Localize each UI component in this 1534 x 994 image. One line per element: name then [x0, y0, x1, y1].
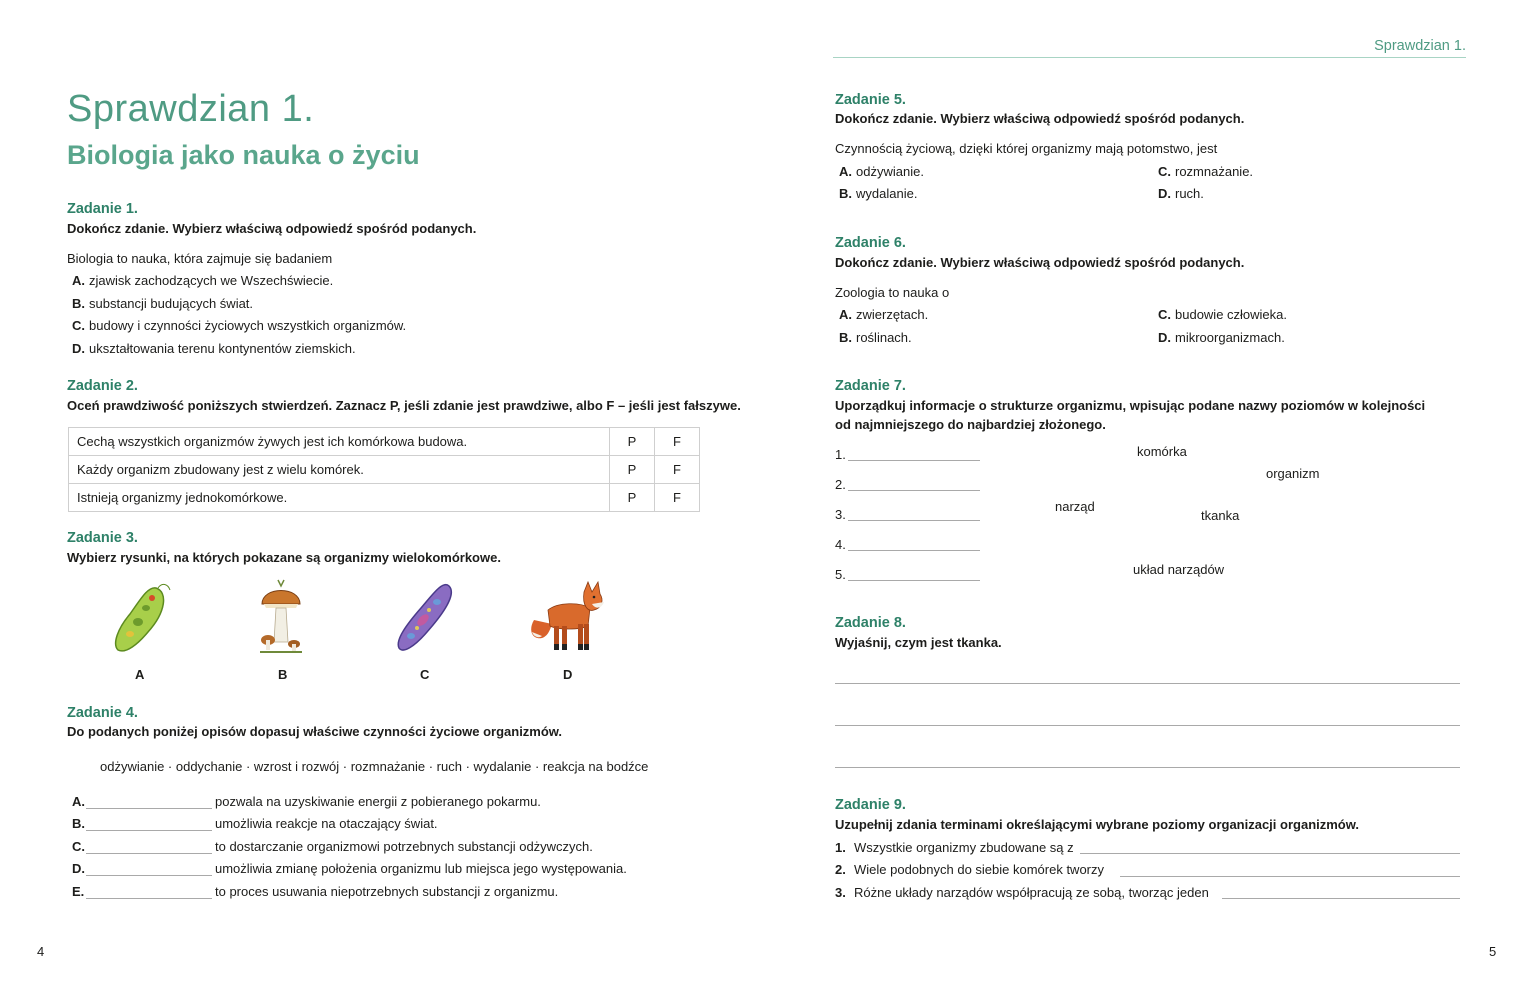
task6-instruction: Dokończ zdanie. Wybierz właściwą odpowiedź spośród podanych. — [835, 255, 1245, 270]
p-option[interactable]: P — [610, 484, 655, 512]
task6-option-c[interactable] — [1158, 307, 1287, 322]
option-letter: D. — [72, 341, 85, 356]
statement-cell: Każdy organizm zbudowany jest z wielu komórek. — [69, 456, 610, 484]
task5-option-a[interactable] — [839, 164, 924, 179]
task5-option-c[interactable] — [1158, 164, 1253, 179]
task1-option-d[interactable] — [72, 341, 356, 356]
table-row — [69, 484, 700, 512]
answer-line[interactable] — [835, 683, 1460, 684]
true-false-table — [68, 427, 700, 512]
task4-letter-e: E. — [72, 884, 85, 899]
answer-line[interactable] — [835, 767, 1460, 768]
task1-stem: Biologia to nauka, która zajmuje się badaniem — [67, 251, 333, 266]
answer-blank[interactable] — [848, 580, 980, 581]
task4-item-e: to proces usuwania niepotrzebnych substancji z organizmu. — [215, 884, 559, 899]
task4-item-d: umożliwia zmianę położenia organizmu lub miejsca jego występowania. — [215, 861, 627, 876]
option-text: rozmnażanie. — [1175, 164, 1254, 179]
option-text: budowy i czynności życiowych wszystkich organizmów. — [89, 318, 407, 333]
statement-cell: Cechą wszystkich organizmów żywych jest ich komórkowa budowa. — [69, 428, 610, 456]
task4-item-c: to dostarczanie organizmowi potrzebnych substancji odżywczych. — [215, 839, 593, 854]
page-title: Sprawdzian 1. — [67, 88, 315, 130]
answer-blank[interactable] — [848, 490, 980, 491]
task3-instruction: Wybierz rysunki, na których pokazane są organizmy wielokomórkowe. — [67, 550, 501, 565]
term-narzad: narząd — [1055, 499, 1095, 514]
f-option[interactable]: F — [655, 428, 700, 456]
blank-number: 2. — [835, 477, 846, 492]
task5-option-b[interactable] — [839, 186, 917, 201]
task2-title: Zadanie 2. — [67, 378, 138, 394]
option-letter: C. — [1158, 164, 1171, 179]
task1-title: Zadanie 1. — [67, 201, 138, 217]
option-letter: A. — [72, 273, 85, 288]
task9-instruction: Uzupełnij zdania terminami określającymi wybrane poziomy organizacji organizmów. — [835, 817, 1359, 832]
option-letter: D. — [1158, 330, 1171, 345]
term-komorka: komórka — [1137, 444, 1187, 459]
answer-blank[interactable] — [1080, 853, 1460, 854]
image-label-a: A — [135, 667, 145, 682]
task4-letter-d: D. — [72, 861, 85, 876]
task1-option-b[interactable] — [72, 296, 253, 311]
task7-instruction-line1: Uporządkuj informacje o strukturze organizmu, wpisując podane nazwy poziomów w kolejności — [835, 398, 1426, 413]
option-text: substancji budujących świat. — [89, 296, 254, 311]
table-row — [69, 456, 700, 484]
page-number-right: 5 — [1489, 944, 1497, 959]
p-option[interactable]: P — [610, 428, 655, 456]
running-title: Sprawdzian 1. — [1374, 38, 1466, 54]
answer-blank[interactable] — [86, 808, 212, 809]
task6-option-b[interactable] — [839, 330, 912, 345]
task6-option-a[interactable] — [839, 307, 928, 322]
task6-stem: Zoologia to nauka o — [835, 285, 950, 300]
blank-number: 5. — [835, 567, 846, 582]
option-text: odżywianie. — [856, 164, 924, 179]
term-uklad-narzadow: układ narządów — [1133, 562, 1225, 577]
image-label-d: D — [563, 667, 573, 682]
fox-image[interactable] — [528, 580, 608, 656]
task9-item-2: Wiele podobnych do siebie komórek tworzy — [854, 862, 1105, 877]
option-text: budowie człowieka. — [1175, 307, 1288, 322]
task5-stem: Czynnością życiową, dzięki której organizmy mają potomstwo, jest — [835, 141, 1218, 156]
task4-instruction: Do podanych poniżej opisów dopasuj właściwe czynności życiowe organizmów. — [67, 724, 563, 739]
task9-item-3: Różne układy narządów współpracują ze sobą, tworząc jeden — [854, 885, 1209, 900]
option-letter: D. — [1158, 186, 1171, 201]
term-organizm: organizm — [1266, 466, 1320, 481]
term-tkanka: tkanka — [1201, 508, 1240, 523]
option-letter: A. — [839, 164, 852, 179]
image-label-b: B — [278, 667, 288, 682]
answer-blank[interactable] — [848, 520, 980, 521]
option-letter: C. — [72, 318, 85, 333]
mushroom-image[interactable] — [256, 576, 306, 656]
statement-cell: Istnieją organizmy jednokomórkowe. — [69, 484, 610, 512]
answer-blank[interactable] — [1120, 876, 1460, 877]
task1-option-c[interactable] — [72, 318, 406, 333]
task5-instruction: Dokończ zdanie. Wybierz właściwą odpowiedź spośród podanych. — [835, 111, 1245, 126]
task4-letter-a: A. — [72, 794, 85, 809]
blank-number: 3. — [835, 507, 846, 522]
task4-title: Zadanie 4. — [67, 705, 138, 721]
p-option[interactable]: P — [610, 456, 655, 484]
task4-item-a: pozwala na uzyskiwanie energii z pobieranego pokarmu. — [215, 794, 541, 809]
euglena-image[interactable] — [108, 582, 172, 658]
task1-option-a[interactable] — [72, 273, 333, 288]
task2-instruction: Oceń prawdziwość poniższych stwierdzeń. Zaznacz P, jeśli zdanie jest prawdziwe, albo F – jeśli jest fałszywe. — [67, 398, 741, 413]
option-text: wydalanie. — [856, 186, 918, 201]
answer-blank[interactable] — [86, 830, 212, 831]
task4-item-b: umożliwia reakcje na otaczający świat. — [215, 816, 438, 831]
answer-blank[interactable] — [86, 853, 212, 854]
task4-letter-c: C. — [72, 839, 85, 854]
option-text: zjawisk zachodzących we Wszechświecie. — [89, 273, 334, 288]
option-letter: C. — [1158, 307, 1171, 322]
blank-number: 4. — [835, 537, 846, 552]
blank-number: 1. — [835, 447, 846, 462]
word-bank: odżywianie · oddychanie · wzrost i rozwój · rozmnażanie · ruch · wydalanie · reakcja na bodźce — [100, 759, 649, 774]
option-text: mikroorganizmach. — [1175, 330, 1285, 345]
table-row — [69, 428, 700, 456]
page-subtitle: Biologia jako nauka o życiu — [67, 140, 420, 170]
option-text: ruch. — [1175, 186, 1204, 201]
paramecium-image[interactable] — [393, 580, 457, 656]
option-text: roślinach. — [856, 330, 912, 345]
answer-blank[interactable] — [86, 898, 212, 899]
f-option[interactable]: F — [655, 456, 700, 484]
option-text: ukształtowania terenu kontynentów ziemskich. — [89, 341, 356, 356]
answer-line[interactable] — [835, 725, 1460, 726]
page-number-left: 4 — [37, 944, 45, 959]
image-label-c: C — [420, 667, 430, 682]
header-rule — [833, 57, 1466, 58]
task1-instruction: Dokończ zdanie. Wybierz właściwą odpowiedź spośród podanych. — [67, 221, 477, 236]
f-option[interactable]: F — [655, 484, 700, 512]
task3-title: Zadanie 3. — [67, 530, 138, 546]
option-text: zwierzętach. — [856, 307, 929, 322]
task9-number: 1. — [835, 840, 846, 855]
task9-title: Zadanie 9. — [835, 797, 906, 813]
task9-number: 2. — [835, 862, 846, 877]
answer-blank[interactable] — [848, 550, 980, 551]
task5-option-d[interactable] — [1158, 186, 1204, 201]
task7-instruction-line2: od najmniejszego do najbardziej złożonego. — [835, 417, 1106, 432]
answer-blank[interactable] — [848, 460, 980, 461]
option-letter: B. — [72, 296, 85, 311]
option-letter: B. — [839, 330, 852, 345]
answer-blank[interactable] — [86, 875, 212, 876]
task4-letter-b: B. — [72, 816, 85, 831]
answer-blank[interactable] — [1222, 898, 1460, 899]
task9-item-1: Wszystkie organizmy zbudowane są z — [854, 840, 1074, 855]
task6-title: Zadanie 6. — [835, 235, 906, 251]
task6-option-d[interactable] — [1158, 330, 1285, 345]
task9-number: 3. — [835, 885, 846, 900]
option-letter: A. — [839, 307, 852, 322]
task7-title: Zadanie 7. — [835, 378, 906, 394]
task8-title: Zadanie 8. — [835, 615, 906, 631]
option-letter: B. — [839, 186, 852, 201]
task5-title: Zadanie 5. — [835, 92, 906, 108]
task8-instruction: Wyjaśnij, czym jest tkanka. — [835, 635, 1002, 650]
